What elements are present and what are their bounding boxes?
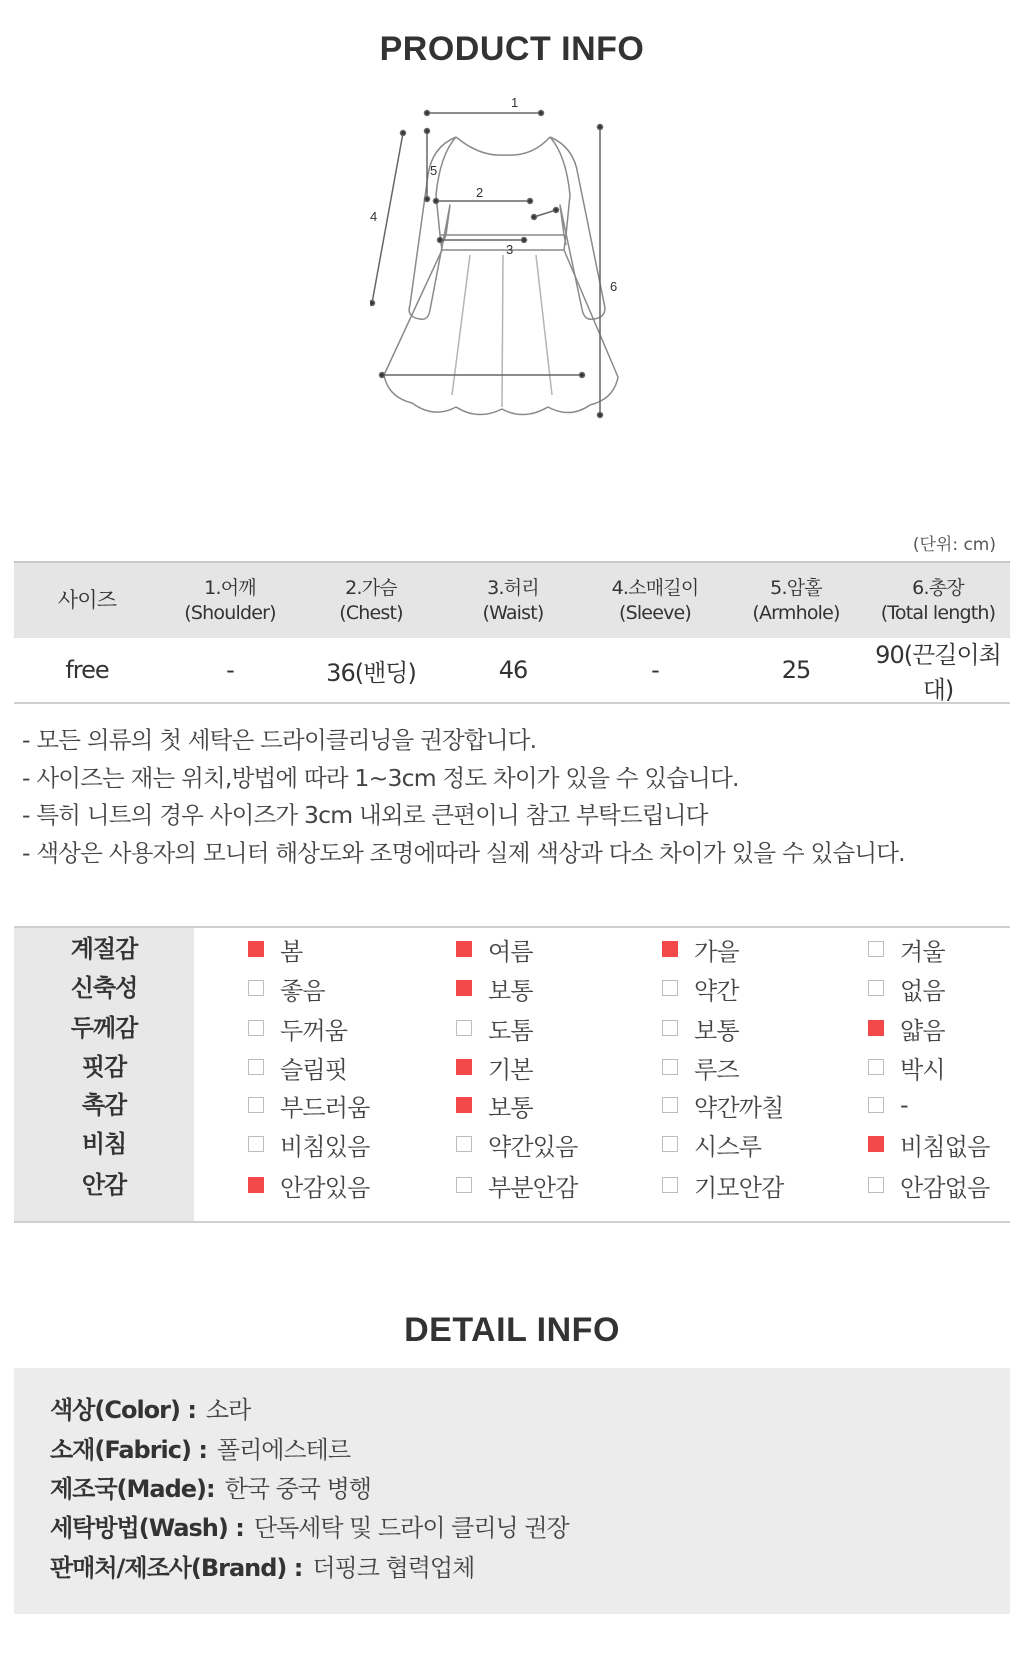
feature-option-label: 약간 [694, 976, 739, 1005]
header-chest: 2.가슴 (Chest) [339, 576, 403, 624]
feature-row [14, 969, 1010, 1007]
feature-option [662, 1009, 739, 1047]
feature-option [868, 1009, 945, 1047]
detail-key: 판매처/제조사(Brand) : [50, 1554, 303, 1582]
feature-option [662, 1125, 761, 1163]
feature-label: 안감 [81, 1171, 127, 1199]
feature-option-label: 슬림핏 [280, 1055, 348, 1084]
header-shoulder: 1.어깨 (Shoulder) [184, 576, 276, 624]
header-sleeve: 4.소매길이 (Sleeve) [611, 576, 699, 624]
diagram-label-6: 6 [610, 279, 618, 294]
unchecked-box-icon [662, 1097, 678, 1113]
feature-option-label: 부드러움 [280, 1093, 370, 1122]
diagram-label-1: 1 [511, 95, 519, 110]
unchecked-box-icon [248, 1020, 264, 1036]
feature-table [14, 926, 1010, 1223]
diagram-label-4: 4 [370, 209, 378, 224]
feature-option [456, 969, 533, 1007]
feature-row [14, 930, 1010, 968]
cell-chest: 36(밴딩) [326, 658, 416, 687]
detail-line [50, 1548, 474, 1583]
feature-option-label: 없음 [900, 976, 945, 1005]
feature-option [456, 1125, 578, 1163]
feature-option [662, 1166, 784, 1204]
feature-row [14, 1086, 1010, 1124]
diagram-label-5: 5 [430, 163, 438, 178]
feature-option-label: 비침있음 [280, 1132, 370, 1161]
feature-option [456, 1048, 533, 1086]
checked-box-icon [868, 1136, 884, 1152]
header-waist: 3.허리 (Waist) [482, 576, 544, 624]
right-sleeve-outline [550, 137, 605, 319]
feature-option [456, 1009, 533, 1047]
feature-label: 신축성 [70, 974, 138, 1002]
feature-option [248, 930, 302, 968]
unchecked-box-icon [456, 1136, 472, 1152]
product-info-title: PRODUCT INFO [379, 30, 645, 68]
detail-info-box [14, 1368, 1010, 1614]
detail-line [50, 1508, 569, 1543]
unchecked-box-icon [662, 1020, 678, 1036]
unchecked-box-icon [868, 1177, 884, 1193]
feature-option [868, 1048, 945, 1086]
unchecked-box-icon [662, 1177, 678, 1193]
feature-label: 계절감 [70, 935, 138, 963]
feature-option-label: 시스루 [694, 1132, 762, 1161]
note-line: - 색상은 사용자의 모니터 해상도와 조명에따라 실제 색상과 다소 차이가 있을 수 있습니다. [22, 838, 905, 867]
cell-sleeve: - [651, 656, 659, 684]
feature-option-label: 약간까칠 [694, 1093, 784, 1122]
cell-size: free [65, 656, 109, 684]
feature-option-label: 안감있음 [280, 1173, 370, 1202]
feature-option [456, 930, 533, 968]
checked-box-icon [868, 1020, 884, 1036]
note-line: - 특히 니트의 경우 사이즈가 3cm 내외로 큰편이니 참고 부탁드립니다 [22, 801, 708, 829]
detail-value: 폴리에스테르 [216, 1436, 351, 1464]
feature-option-label: 보통 [488, 976, 533, 1005]
unchecked-box-icon [868, 1097, 884, 1113]
diagram-label-3: 3 [506, 242, 514, 257]
note-line: - 모든 의류의 첫 세탁은 드라이클리닝을 권장합니다. [22, 726, 537, 754]
feature-option [868, 1166, 990, 1204]
feature-row [14, 1125, 1010, 1163]
feature-option-label: - [900, 1091, 908, 1119]
unchecked-box-icon [868, 941, 884, 957]
unchecked-box-icon [868, 1059, 884, 1075]
cell-waist: 46 [498, 656, 528, 684]
checked-box-icon [456, 980, 472, 996]
feature-option-label: 겨울 [900, 937, 945, 966]
feature-label: 비침 [81, 1130, 127, 1158]
unchecked-box-icon [662, 980, 678, 996]
dress-neckline [456, 137, 550, 155]
feature-option-label: 봄 [280, 937, 303, 966]
feature-option-label: 보통 [488, 1093, 533, 1122]
feature-option-label: 도톰 [488, 1016, 533, 1045]
feature-option-label: 부분안감 [488, 1173, 578, 1202]
cell-total-length: 90(끈길이최대) [875, 641, 1001, 704]
detail-key: 색상(Color) : [50, 1396, 196, 1424]
feature-option [868, 969, 945, 1007]
feature-option-label: 얇음 [900, 1016, 945, 1045]
feature-option-label: 기본 [488, 1055, 533, 1084]
unchecked-box-icon [868, 980, 884, 996]
feature-label: 핏감 [81, 1053, 127, 1081]
feature-option [868, 930, 945, 968]
header-size: 사이즈 [57, 588, 117, 612]
detail-line [50, 1390, 250, 1425]
feature-option-label: 약간있음 [488, 1132, 578, 1161]
feature-option [248, 969, 325, 1007]
unit-note: (단위: cm) [912, 535, 996, 555]
diagram-label-2: 2 [476, 185, 484, 200]
dress-size-diagram [370, 95, 670, 455]
feature-option [248, 1048, 347, 1086]
care-notes [22, 722, 905, 872]
feature-option [662, 969, 739, 1007]
checked-box-icon [456, 1097, 472, 1113]
feature-option [456, 1086, 533, 1124]
detail-key: 소재(Fabric) : [50, 1436, 207, 1464]
detail-value: 소라 [205, 1396, 251, 1424]
detail-line [50, 1430, 350, 1465]
feature-option [662, 1048, 739, 1086]
feature-option [248, 1086, 370, 1124]
feature-option-label: 안감없음 [900, 1173, 990, 1202]
feature-option-label: 두꺼움 [280, 1016, 348, 1045]
header-total-length: 6.총장 (Total length) [880, 576, 996, 624]
detail-value: 단독세탁 및 드라이 클리닝 권장 [253, 1514, 569, 1542]
dress-skirt [384, 250, 618, 415]
cell-shoulder: - [226, 656, 234, 684]
unchecked-box-icon [456, 1177, 472, 1193]
feature-option-label: 가을 [694, 937, 739, 966]
unchecked-box-icon [248, 1136, 264, 1152]
feature-option [868, 1086, 908, 1124]
detail-line [50, 1469, 371, 1504]
note-line: - 사이즈는 재는 위치,방법에 따라 1~3cm 정도 차이가 있을 수 있습니다. [22, 763, 739, 792]
feature-option [248, 1125, 370, 1163]
detail-key: 세탁방법(Wash) : [50, 1514, 244, 1542]
feature-label: 촉감 [81, 1091, 127, 1119]
detail-value: 더핑크 협력업체 [312, 1554, 475, 1582]
checked-box-icon [456, 1059, 472, 1075]
feature-option [456, 1166, 578, 1204]
feature-option-label: 여름 [488, 937, 533, 966]
feature-option-label: 비침없음 [900, 1132, 990, 1161]
header-armhole: 5.암홀 (Armhole) [752, 576, 840, 624]
feature-row [14, 1048, 1010, 1086]
checked-box-icon [662, 941, 678, 957]
detail-info-title: DETAIL INFO [404, 1311, 620, 1349]
size-table [14, 561, 1010, 704]
checked-box-icon [248, 1177, 264, 1193]
feature-option-label: 기모안감 [694, 1173, 784, 1202]
feature-option [248, 1009, 347, 1047]
unchecked-box-icon [248, 1059, 264, 1075]
size-table-header [14, 561, 1010, 638]
checked-box-icon [456, 941, 472, 957]
unchecked-box-icon [248, 980, 264, 996]
feature-option-label: 루즈 [694, 1055, 739, 1084]
feature-option-label: 박시 [900, 1055, 945, 1084]
feature-row [14, 1009, 1010, 1047]
size-row-free [14, 638, 1010, 704]
detail-value: 한국 중국 병행 [224, 1475, 371, 1503]
feature-option [868, 1125, 990, 1163]
feature-option [662, 930, 739, 968]
dress-waistband [440, 235, 566, 250]
feature-label: 두께감 [70, 1014, 138, 1042]
feature-option [248, 1166, 370, 1204]
unchecked-box-icon [662, 1136, 678, 1152]
feature-row [14, 1166, 1010, 1204]
feature-option-label: 보통 [694, 1016, 739, 1045]
cell-armhole: 25 [781, 656, 811, 684]
unchecked-box-icon [248, 1097, 264, 1113]
feature-option [662, 1086, 784, 1124]
checked-box-icon [248, 941, 264, 957]
detail-key: 제조국(Made): [50, 1475, 215, 1503]
feature-option-label: 좋음 [280, 976, 325, 1005]
unchecked-box-icon [662, 1059, 678, 1075]
unchecked-box-icon [456, 1020, 472, 1036]
